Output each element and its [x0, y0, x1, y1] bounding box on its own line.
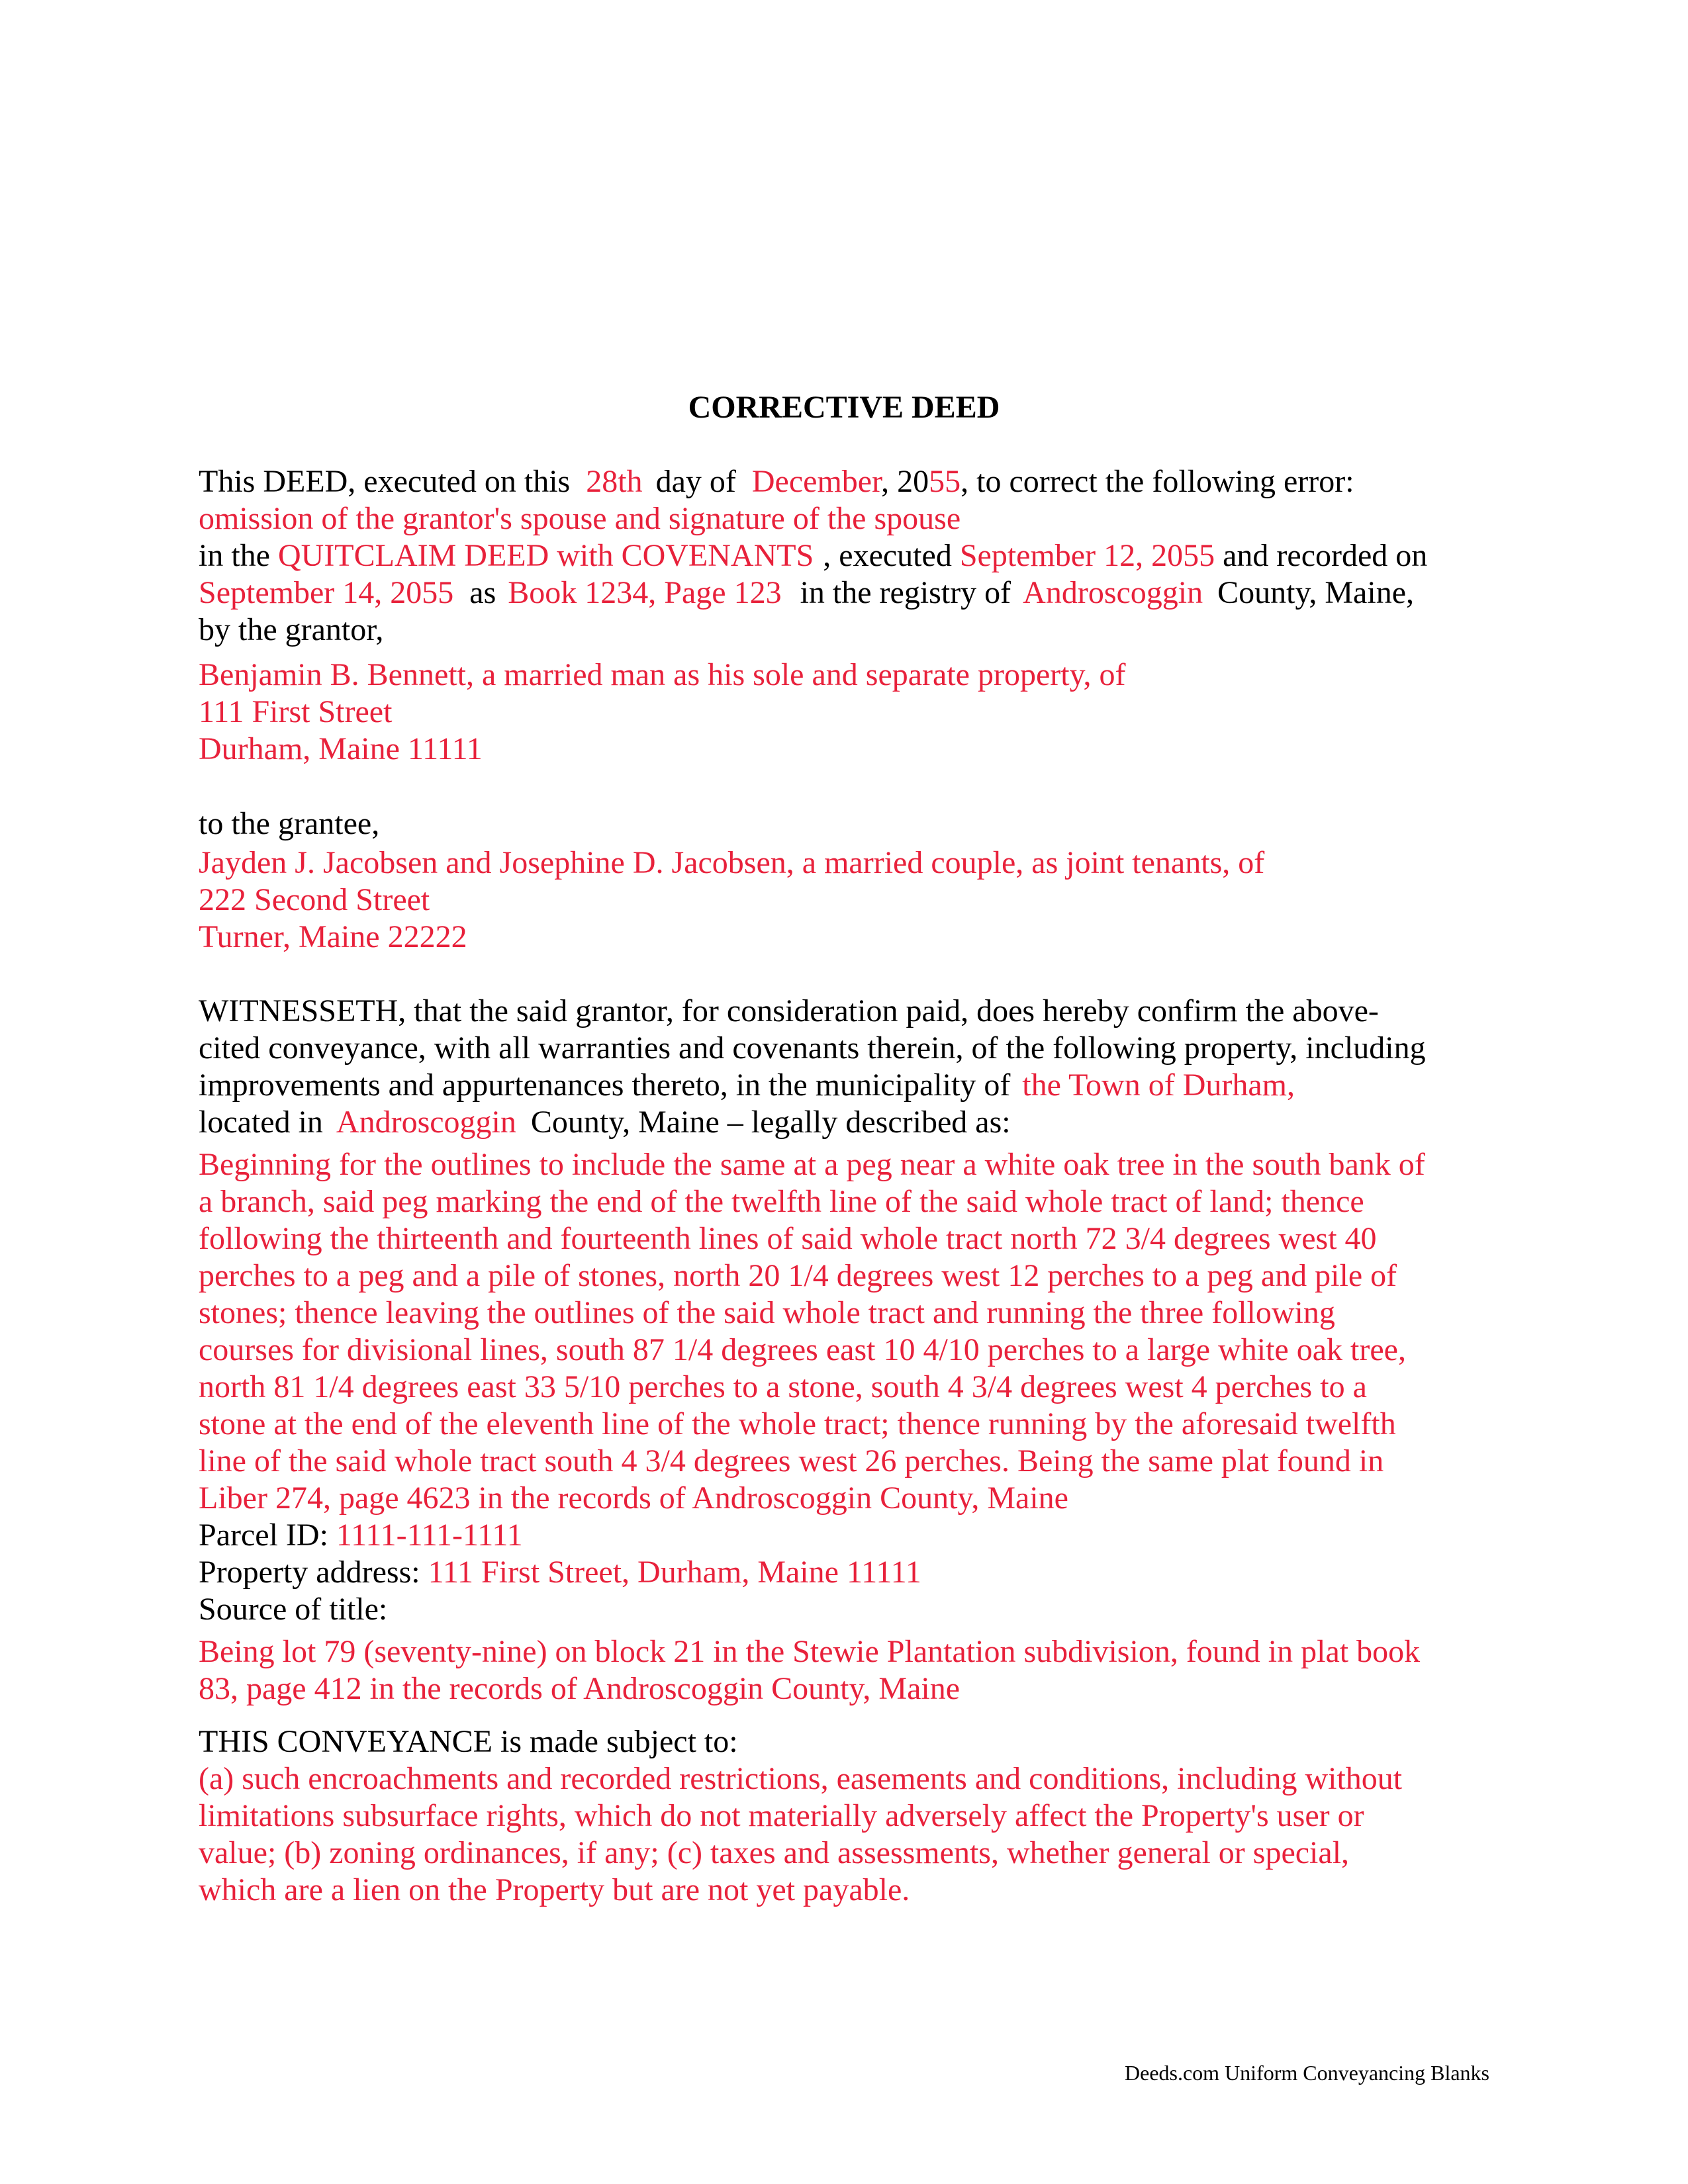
parcel-id-value: 1111-111-1111 — [336, 1518, 523, 1553]
legal-description-line: courses for divisional lines, south 87 1/4 degrees east 10 4/10 perches to a large white oak tree, — [199, 1332, 1406, 1367]
grantee-name: Jayden J. Jacobsen and Josephine D. Jacobsen, a married couple, as joint tenants, of — [199, 845, 1265, 880]
county-suffix: County, Maine, — [1217, 575, 1414, 610]
deed-reference-line-2 — [199, 574, 1414, 612]
grantee-street: 222 Second Street — [199, 882, 430, 917]
grantee-city: Turner, Maine 22222 — [199, 919, 467, 954]
registry-county: Androscoggin — [1023, 575, 1203, 610]
conveyance-terms-line: which are a lien on the Property but are not yet payable. — [199, 1872, 910, 1907]
source-of-title-line: 83, page 412 in the records of Androscoggin County, Maine — [199, 1671, 961, 1706]
legal-description-line: stones; thence leaving the outlines of the said whole tract and running the three following — [199, 1295, 1335, 1330]
conveyance-terms-line: (a) such encroachments and recorded restrictions, easements and conditions, including without — [199, 1761, 1403, 1796]
legal-description-line: following the thirteenth and fourteenth lines of said whole tract north 72 3/4 degrees west 40 — [199, 1221, 1377, 1256]
legal-description-line: line of the said whole tract south 4 3/4 degrees west 26 perches. Being the same plat found in — [199, 1443, 1384, 1479]
municipality: the Town of Durham, — [1022, 1068, 1295, 1103]
original-deed-type: QUITCLAIM DEED with COVENANTS — [277, 538, 814, 573]
footer-attribution: Deeds.com Uniform Conveyancing Blanks — [1125, 2061, 1489, 2085]
in-the-label: in the — [199, 538, 270, 573]
grantor-street: 111 First Street — [199, 694, 393, 729]
deed-reference-line-1 — [199, 537, 1427, 574]
witnesseth-line-3 — [199, 1067, 1295, 1104]
witnesseth-line-4 — [199, 1104, 1011, 1141]
book-page-reference: Book 1234, Page 123 — [508, 575, 782, 610]
parcel-id-line — [199, 1517, 523, 1554]
original-executed-date: September 12, 2055 — [959, 538, 1215, 573]
grantor-label: by the grantor, — [199, 612, 384, 647]
original-recorded-date: September 14, 2055 — [199, 575, 454, 610]
execution-day: 28th — [586, 464, 643, 499]
intro-prefix: This DEED, executed on this — [199, 464, 571, 499]
legal-description-line: Beginning for the outlines to include the same at a peg near a white oak tree in the south bank of — [199, 1147, 1425, 1182]
grantor-city: Durham, Maine 11111 — [199, 731, 483, 766]
municipality-prefix: improvements and appurtenances thereto, in the municipality of — [199, 1068, 1011, 1103]
legally-described-label: County, Maine – legally described as: — [530, 1105, 1011, 1140]
registry-label: in the registry of — [800, 575, 1011, 610]
intro-day-of: day of — [655, 464, 736, 499]
deed-page — [199, 0, 1489, 2184]
legal-description-line: perches to a peg and a pile of stones, north 20 1/4 degrees west 12 perches to a peg and pile of — [199, 1258, 1397, 1293]
conveyance-terms-line: value; (b) zoning ordinances, if any; (c) taxes and assessments, whether general or special, — [199, 1835, 1350, 1870]
recorded-label: and recorded on — [1223, 538, 1428, 573]
property-address-value: 111 First Street, Durham, Maine 11111 — [428, 1555, 921, 1590]
as-label: as — [469, 575, 496, 610]
document-title: CORRECTIVE DEED — [688, 390, 1000, 425]
execution-month: December — [751, 464, 882, 499]
located-in-label: located in — [199, 1105, 323, 1140]
legal-description-line: north 81 1/4 degrees east 33 5/10 perches to a stone, south 4 3/4 degrees west 4 perches to a — [199, 1369, 1367, 1404]
grantor-name: Benjamin B. Bennett, a married man as his sole and separate property, of — [199, 657, 1126, 692]
intro-suffix: , to correct the following error: — [961, 464, 1354, 499]
property-address-line — [199, 1554, 921, 1591]
witnesseth-line-2: cited conveyance, with all warranties and covenants therein, of the following property, including — [199, 1030, 1426, 1066]
source-of-title-line: Being lot 79 (seventy-nine) on block 21 in the Stewie Plantation subdivision, found in plat book — [199, 1634, 1421, 1669]
source-of-title-label: Source of title: — [199, 1592, 388, 1627]
conveyance-label: THIS CONVEYANCE is made subject to: — [199, 1724, 738, 1759]
grantee-label: to the grantee, — [199, 806, 380, 841]
intro-year-lead: , 20 — [881, 464, 929, 499]
property-county: Androscoggin — [336, 1105, 516, 1140]
executed-label: , executed — [823, 538, 952, 573]
witnesseth-line-1: WITNESSETH, that the said grantor, for consideration paid, does hereby confirm the above- — [199, 993, 1379, 1028]
legal-description-line: stone at the end of the eleventh line of the whole tract; thence running by the aforesaid twelfth — [199, 1406, 1396, 1441]
conveyance-terms-line: limitations subsurface rights, which do not materially adversely affect the Property's user or — [199, 1798, 1364, 1833]
property-address-label: Property address: — [199, 1555, 420, 1590]
legal-description-line: Liber 274, page 4623 in the records of Androscoggin County, Maine — [199, 1480, 1068, 1516]
execution-year-suffix: 55 — [929, 464, 961, 499]
error-description: omission of the grantor's spouse and signature of the spouse — [199, 501, 961, 536]
parcel-id-label: Parcel ID: — [199, 1518, 328, 1553]
legal-description-line: a branch, said peg marking the end of the twelfth line of the said whole tract of land; thence — [199, 1184, 1364, 1219]
intro-line — [199, 463, 1354, 500]
